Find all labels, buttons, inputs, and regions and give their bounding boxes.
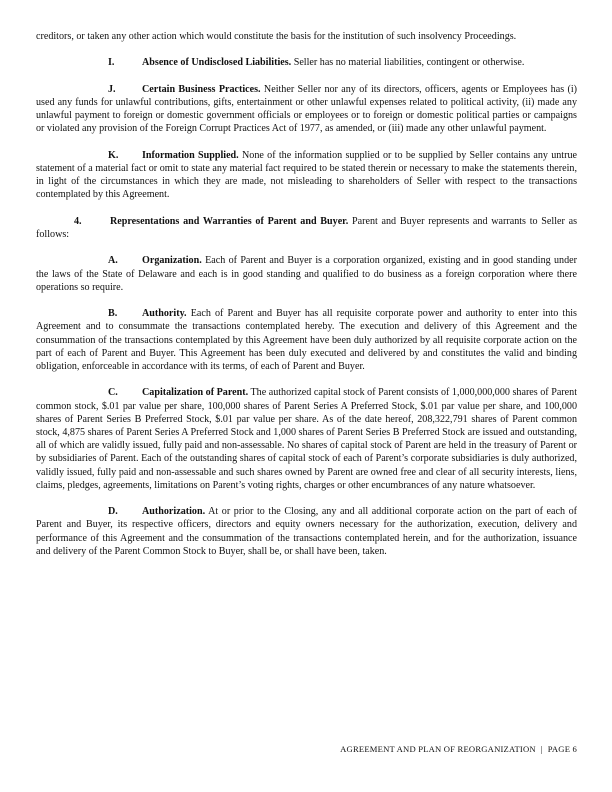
section-b-number: B. xyxy=(108,308,118,320)
footer-page-number: PAGE 6 xyxy=(547,744,577,754)
section-c-number: C. xyxy=(108,387,118,399)
section-4 xyxy=(36,215,577,241)
section-b-body: Each of Parent and Buyer has all requisite corporate power and authority to enter into this Agreement and to consummate the transactions contemplated hereby. The execution and delivery of this Agreement and the consummation of the transactions contemplated by this Agreement have been duly authorized by all requisite corporate action on the part of each of Parent and Buyer. This Agreement has been duly executed and delivered by and constitutes the valid and binding obligation, enforceable in accordance with its terms, of each of Parent and Buyer. xyxy=(36,308,577,372)
section-i-body: Seller has no material liabilities, contingent or otherwise. xyxy=(291,57,525,69)
section-j-number: J. xyxy=(108,83,116,95)
section-d-heading: Authorization. xyxy=(142,506,206,518)
section-i xyxy=(36,56,577,69)
section-d xyxy=(36,505,577,558)
section-4-heading: Representations and Warranties of Parent and Buyer. xyxy=(110,215,349,227)
section-d-body: At or prior to the Closing, any and all additional corporate action on the part of each of Parent and Buyer, its respective officers, directors and equity owners necessary for the authorization, execution, delivery and performance of this Agreement and the consummation of the transactions contemplated herein, and for the authorization, issuance and delivery of the Parent Common Stock to Buyer, shall be, or shall have been, taken. xyxy=(36,506,577,557)
section-k-body: None of the information supplied or to be supplied by Seller contains any untrue statement of a material fact or omit to state any material fact required to be stated therein or necessary to make the statements therein, in light of the circumstances in which they are made, not misleading to shareholders of Seller with respect to the transactions contemplated by this Agreement. xyxy=(36,149,577,201)
section-j-body: Neither Seller nor any of its directors, officers, agents or Employees has (i) used any funds for unlawful contributions, gifts, entertainment or other unlawful expenses related to political activity, (ii) made any unlawful payment to foreign or domestic government officials or employees or to foreign or domestic political parties or campaigns or violated any provision of the Foreign Corrupt Practices Act of 1977, as amended, or (iii) made any other unlawful payment. xyxy=(36,83,578,135)
section-4-body: Parent and Buyer represents and warrants to Seller as follows: xyxy=(36,215,578,240)
section-c xyxy=(36,386,577,492)
section-a xyxy=(36,254,577,294)
section-i-number: I. xyxy=(108,57,115,69)
section-k-heading: Information Supplied. xyxy=(142,149,239,161)
section-a-heading: Organization. xyxy=(142,255,202,267)
section-c-body: The authorized capital stock of Parent consists of 1,000,000,000 shares of Parent common stock, $.01 par value per share, 100,000 shares of Parent Series A Preferred Stock, $.01 par value per share, and 100,000 shares of Parent Series B Preferred Stock, $.01 par value per share. As of the date hereof, 208,322,791 shares of Parent common stock, 4,875 shares of Parent Series A Preferred Stock and 1,000 shares of Parent Series B Preferred Stock are issued and outstanding, all of which are validly issued, fully paid and non-assessable. No shares of capital stock of Parent are held in the treasury of Parent or by subsidiaries of Parent. Each of the outstanding shares of capital stock of each of Parent’s corporate subsidiaries is duly authorized, validly issued, fully paid and non-assessable and such shares owned by Parent are owned free and clear of all security interests, liens, claims, pledges, agreements, limitations on Parent’s voting rights, charges or other encumbrances of any nature whatsoever. xyxy=(36,387,578,491)
section-i-heading: Absence of Undisclosed Liabilities. xyxy=(142,57,292,69)
section-k xyxy=(36,149,577,202)
footer-separator: | xyxy=(540,744,543,754)
section-k-number: K. xyxy=(108,149,119,161)
continuation-paragraph xyxy=(36,30,577,43)
section-a-body: Each of Parent and Buyer is a corporation organized, existing and in good standing under the laws of the State of Delaware and each is in good standing and qualified to do business as a foreign corporation where there operations so require. xyxy=(36,255,577,293)
footer-title: AGREEMENT AND PLAN OF REORGANIZATION xyxy=(340,744,536,754)
section-b-heading: Authority. xyxy=(142,308,187,320)
section-4-number: 4. xyxy=(74,215,82,227)
section-b xyxy=(36,307,577,373)
section-j xyxy=(36,83,577,136)
page-footer xyxy=(36,744,577,754)
section-d-number: D. xyxy=(108,506,118,518)
section-a-number: A. xyxy=(108,255,118,267)
continuation-text: creditors, or taken any other action which would constitute the basis for the institution of such insolvency Proceedings. xyxy=(36,31,517,42)
section-j-heading: Certain Business Practices. xyxy=(142,83,261,95)
section-c-heading: Capitalization of Parent. xyxy=(142,387,249,399)
